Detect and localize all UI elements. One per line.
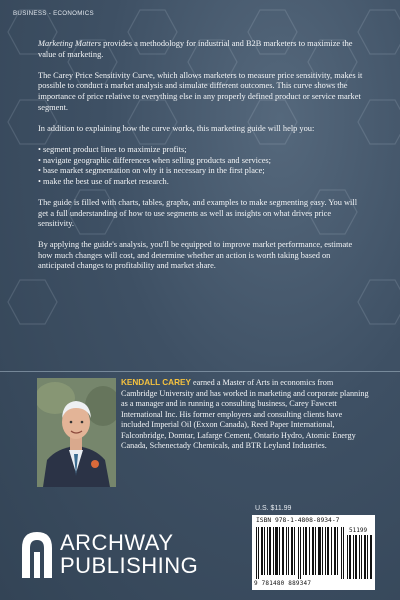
blurb-paragraph: The guide is filled with charts, tables, graphs, and examples to make segmenting easy. You will get a full understanding of how to use segments as well as insights on what drives price sensitivity. (38, 197, 358, 229)
benefit-list-item: • base market segmentation on why it is necessary in the first place; (38, 166, 368, 177)
author-portrait-illustration (37, 378, 116, 487)
category-label: BUSINESS - ECONOMICS (13, 10, 94, 17)
blurb-intro-text: provides a methodology for industrial and B2B marketers to maximize the value of marketing. (38, 39, 353, 59)
isbn-number: ISBN 978-1-4808-8934-7 (256, 517, 340, 524)
blurb-intro (38, 39, 368, 60)
blurb-paragraph: In addition to explaining how the curve works, this marketing guide will help you: (38, 123, 315, 133)
price-label: U.S. $11.99 (255, 505, 292, 512)
author-bio-text: earned a Master of Arts in economics from Cambridge University and has worked in marketing and corporate planning as a manager and in running a consulting business, Carey Fawcett International Inc. His former employers and consulting clients have included Imperial Oil (Exxon Canada), Reed Paper International, Falconbridge, Domtar, Lafarge Cement, Ontario Hydro, Atomic Energy Canada, Schenectady Chemicals, and BTR Leyland Industries. (121, 378, 369, 450)
blurb-paragraph: The Carey Price Sensitivity Curve, which allows marketers to measure price sensitivity, makes it possible to conduct a market analysis and simulate different outcomes. This curve shows the importance of price relative to everything else in any properly defined product or service market segment. (38, 70, 363, 112)
publisher-logo (20, 530, 230, 580)
section-divider (0, 371, 400, 372)
barcode-bars (256, 527, 344, 579)
archway-arch-icon (20, 530, 54, 578)
benefit-list-item: • navigate geographic differences when selling products and services; (38, 156, 368, 167)
back-cover-blurb (38, 39, 368, 283)
barcode-addon-digits: 51199 (349, 527, 368, 534)
barcode-digits: 9 781480 889347 (254, 580, 312, 587)
publisher-name-line2: PUBLISHING (60, 553, 199, 578)
publisher-name-line1: ARCHWAY (60, 530, 174, 555)
author-name: KENDALL CAREY (121, 378, 191, 387)
benefit-list-item: • segment product lines to maximize profits; (38, 145, 368, 156)
blurb-paragraph: By applying the guide's analysis, you'll be equipped to improve market performance, estimate how much changes will cost, and determine whether an action is worth taking based on anticipated changes to profitability and market share. (38, 240, 353, 271)
author-photo (37, 378, 116, 487)
benefit-list (38, 145, 368, 187)
author-bio (121, 378, 371, 452)
isbn-barcode (252, 515, 375, 590)
book-title: Marketing Matters (38, 39, 102, 48)
benefit-list-item: • make the best use of market research. (38, 177, 368, 188)
barcode-addon-bars (347, 535, 372, 579)
